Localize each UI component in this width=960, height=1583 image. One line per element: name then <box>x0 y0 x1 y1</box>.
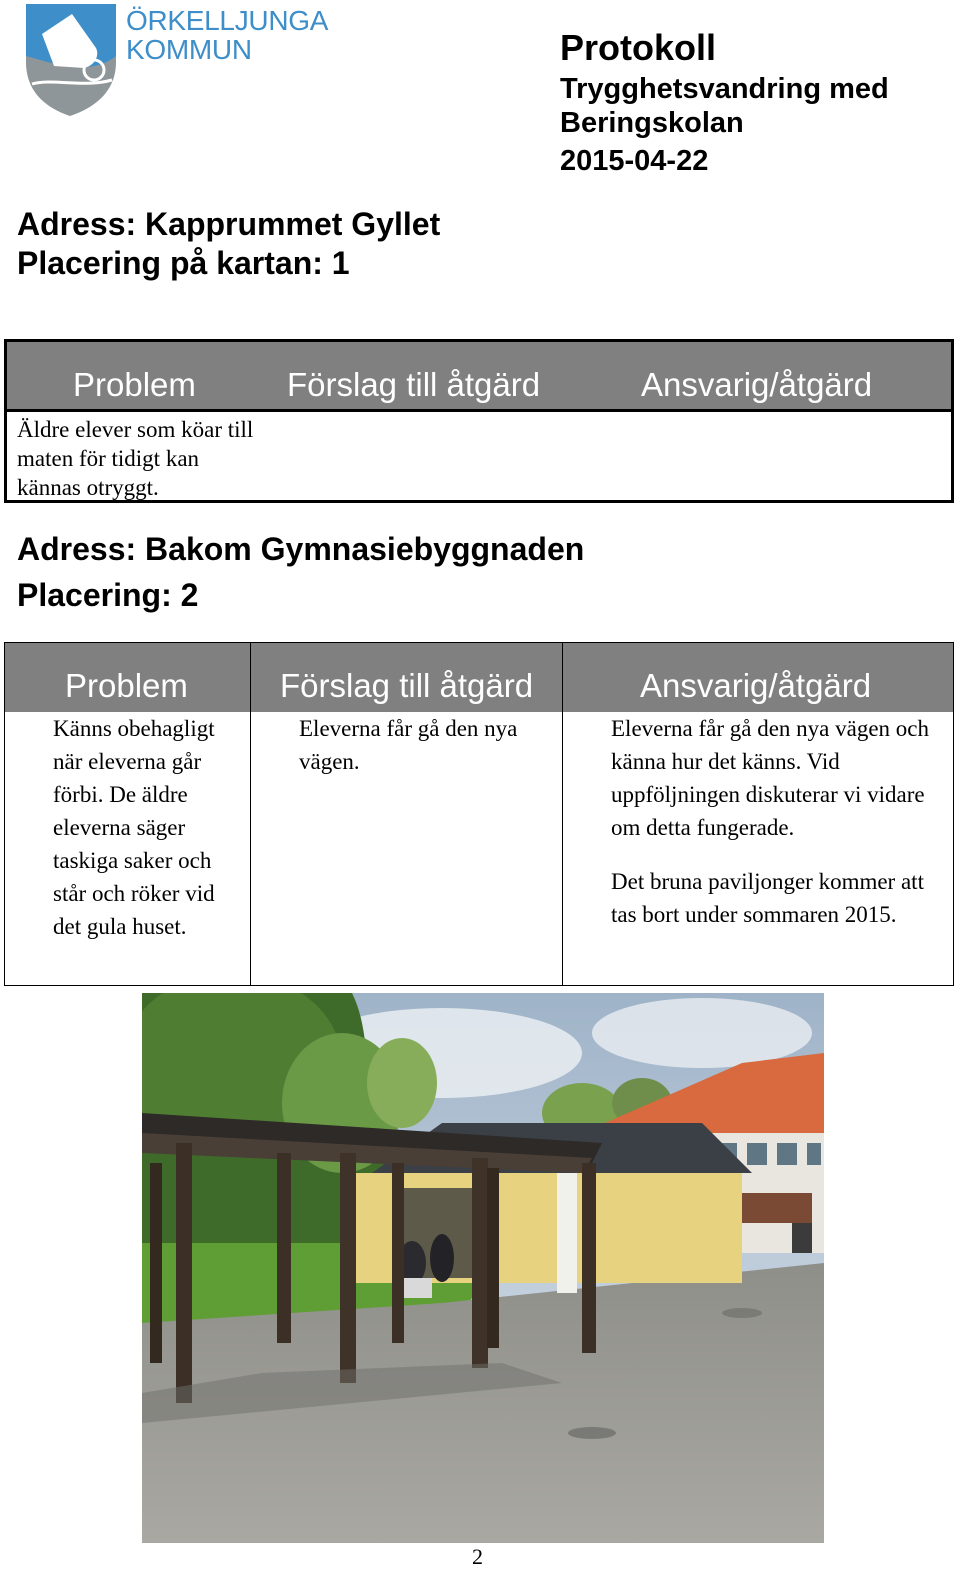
cell-responsible <box>611 712 941 931</box>
photo-illustration <box>142 993 824 1543</box>
logo-text <box>126 6 328 64</box>
header-responsible: Ansvarig/åtgärd <box>640 667 872 704</box>
column-divider <box>562 643 563 985</box>
logo-emblem-icon <box>24 4 134 116</box>
section1-table <box>4 339 954 503</box>
header-suggestion: Förslag till åtgärd <box>287 366 541 403</box>
logo-line2: KOMMUN <box>126 34 252 65</box>
section1-address: Adress: Kapprummet Gyllet <box>17 206 441 242</box>
document-title: Protokoll <box>560 27 717 68</box>
cell-problem: Äldre elever som köar till maten för tidigt kan kännas otryggt. <box>17 417 254 500</box>
column-divider <box>250 643 251 985</box>
document-subtitle: Trygghetsvandring med Beringskolan <box>560 73 889 139</box>
header-problem: Problem <box>73 366 196 403</box>
cell-suggestion: Eleverna får gå den nya vägen. <box>299 716 518 774</box>
document-date: 2015-04-22 <box>560 145 709 177</box>
section2-table <box>4 642 954 986</box>
responsible-paragraph-1: Eleverna får gå den nya vägen och känna hur det känns. Vid uppföljningen diskuterar vi vidare om detta fungerade. <box>611 716 930 840</box>
header-suggestion: Förslag till åtgärd <box>280 667 534 704</box>
section2-placement: Placering: 2 <box>17 577 199 613</box>
table-header-row <box>7 342 951 412</box>
page-number: 2 <box>472 1544 483 1569</box>
logo-line1: ÖRKELLJUNGA <box>126 5 329 36</box>
cell-problem: Känns obehagligt när eleverna går förbi. De äldre eleverna säger taskiga saker och står och röker vid det gula huset. <box>53 716 215 939</box>
section2-address: Adress: Bakom Gymnasiebyggnaden <box>17 531 585 567</box>
header-problem: Problem <box>65 667 188 704</box>
header-responsible: Ansvarig/åtgärd <box>641 366 873 403</box>
responsible-paragraph-2: Det bruna paviljonger kommer att tas bort under sommaren 2015. <box>611 869 924 927</box>
section1-placement: Placering på kartan: 1 <box>17 245 350 281</box>
location-photo <box>142 993 824 1543</box>
table-header-row <box>5 643 953 712</box>
